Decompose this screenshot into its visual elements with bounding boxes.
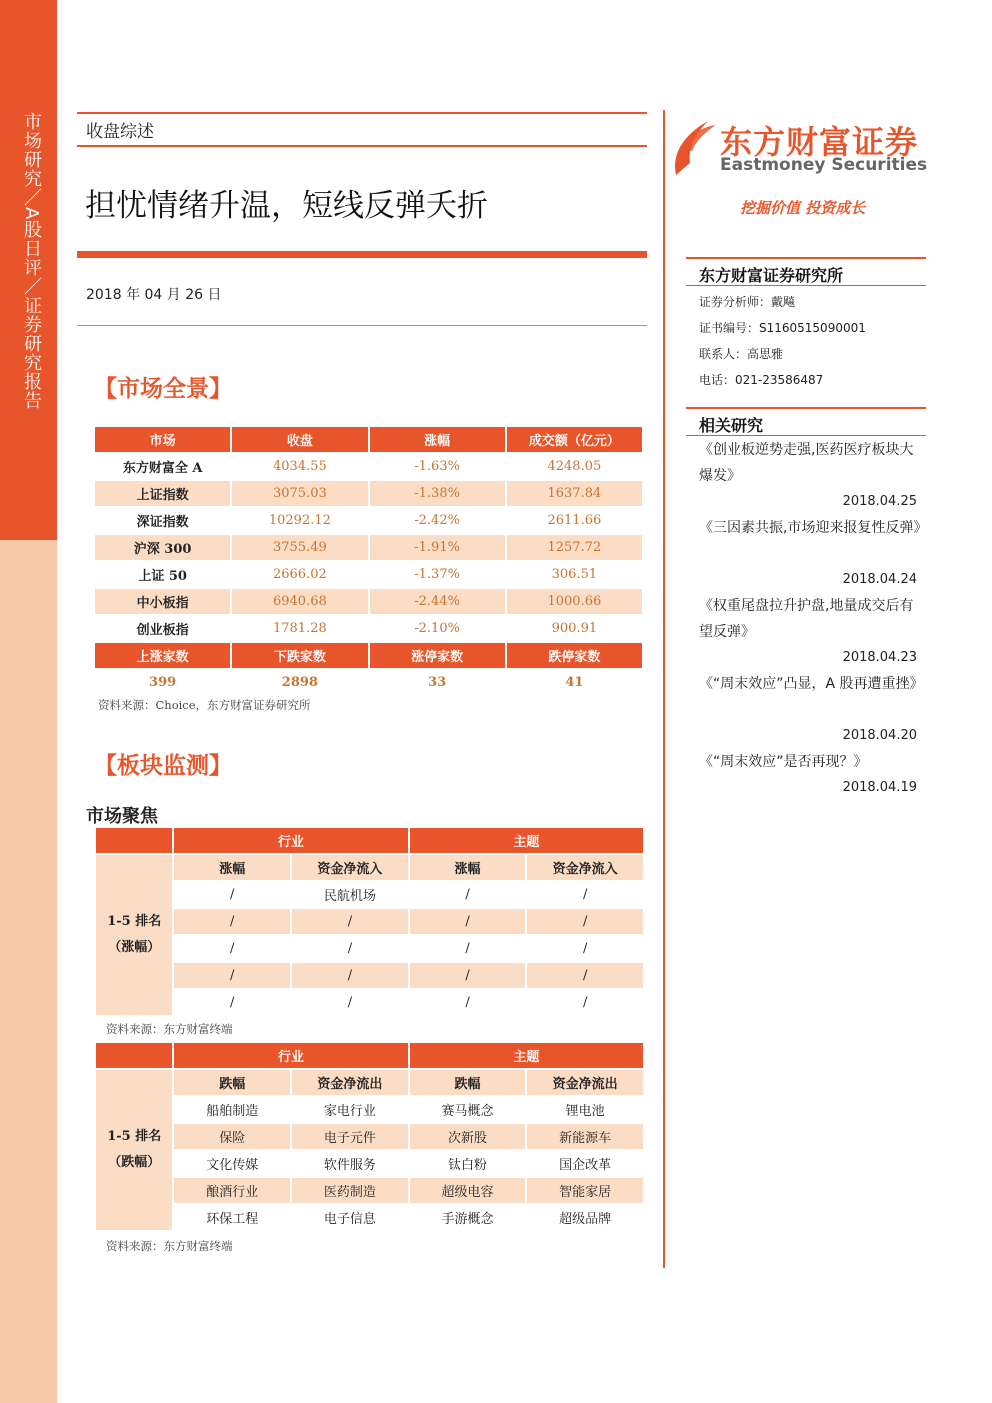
- close-value: 1781.28: [272, 621, 327, 636]
- table-cell: /: [527, 909, 643, 934]
- page-title: 担忧情绪升温，短线反弹夭折: [85, 188, 488, 224]
- related-report-date: 2018.04.19: [842, 780, 917, 795]
- corner-cell: [96, 828, 172, 853]
- col-header: 市场: [95, 427, 230, 452]
- column-divider: [663, 110, 665, 1268]
- index-name: 创业板指: [136, 623, 189, 638]
- change-value: -1.91%: [370, 535, 505, 560]
- rank-row-label: 1-5 排名（跌幅）: [96, 1070, 172, 1230]
- table-cell: 新能源车: [527, 1124, 643, 1149]
- table-cell: 智能家居: [527, 1178, 643, 1203]
- related-report-link[interactable]: 《权重尾盘拉升护盘,地量成交后有望反弹》: [699, 598, 914, 640]
- breadth-header: [95, 643, 642, 668]
- breadth-label: 涨停家数: [370, 643, 505, 668]
- table-row: [95, 589, 642, 614]
- col-header: 跌幅: [410, 1070, 526, 1095]
- index-name: 深证指数: [136, 515, 189, 530]
- table-cell: 国企改革: [559, 1158, 612, 1173]
- sector-inflow-table: [94, 826, 645, 1017]
- table-cell: 超级电容: [410, 1178, 526, 1203]
- col-header: 涨幅: [410, 855, 526, 880]
- related-report-link[interactable]: 《创业板逆势走强,医药医疗板块大爆发》: [699, 442, 914, 484]
- table-cell: 电子信息: [323, 1212, 376, 1227]
- table-cell: /: [230, 941, 235, 956]
- group-header-industry: 行业: [174, 1043, 407, 1068]
- table-row: [96, 1124, 643, 1149]
- sector-heading: 【板块监测】: [94, 752, 232, 779]
- market-table-header: [95, 427, 642, 452]
- related-report-date: 2018.04.25: [842, 494, 917, 509]
- col-header: 收盘: [232, 427, 367, 452]
- group-header-industry: 行业: [174, 828, 407, 853]
- section-label: 收盘综述: [86, 122, 154, 142]
- institute-bottom-rule: [686, 285, 926, 286]
- change-value: -2.10%: [414, 621, 460, 636]
- change-value: -2.44%: [370, 589, 505, 614]
- index-name: 上证指数: [95, 481, 230, 506]
- brand-slogan: 挖掘价值 投资成长: [740, 199, 866, 217]
- table-cell: /: [230, 995, 235, 1010]
- table-row: [96, 1151, 643, 1176]
- table-cell: 赛马概念: [441, 1104, 494, 1119]
- header-top-rule: [77, 112, 647, 114]
- analyst-info: 证券分析师：戴飚: [699, 295, 796, 309]
- related-heading: 相关研究: [699, 416, 764, 435]
- breadth-value: 2898: [281, 675, 318, 690]
- table-cell: 手游概念: [441, 1212, 494, 1227]
- report-date: 2018 年 04 月 26 日: [86, 287, 222, 303]
- sector-source-note-1: 资料来源：东方财富终端: [106, 1022, 233, 1036]
- table-row: [96, 1178, 643, 1203]
- cert-info: 证书编号：S1160515090001: [699, 321, 866, 335]
- table-row: [95, 616, 642, 641]
- table-cell: 文化传媒: [206, 1158, 259, 1173]
- related-report-link[interactable]: 《“周末效应”凸显，A 股再遭重挫》: [699, 676, 924, 692]
- left-sidebar: [0, 0, 57, 1403]
- group-header-theme: 主题: [410, 1043, 643, 1068]
- table-cell: /: [292, 963, 408, 988]
- table-row: [96, 909, 643, 934]
- institute-name: 东方财富证券研究所: [699, 266, 844, 285]
- table-row: [96, 1097, 643, 1122]
- table-cell: 民航机场: [323, 889, 376, 904]
- change-value: -1.37%: [414, 567, 460, 582]
- table-cell: 酿酒行业: [174, 1178, 290, 1203]
- change-value: -1.38%: [370, 481, 505, 506]
- table-cell: 环保工程: [206, 1212, 259, 1227]
- related-report-link[interactable]: 《三因素共振,市场迎来报复性反弹》: [699, 520, 928, 536]
- volume-value: 2611.66: [547, 513, 602, 528]
- close-value: 3075.03: [232, 481, 367, 506]
- table-cell: /: [465, 887, 470, 902]
- date-divider: [77, 325, 647, 326]
- table-row: [95, 454, 642, 479]
- volume-value: 1257.72: [507, 535, 642, 560]
- close-value: 6940.68: [232, 589, 367, 614]
- related-report-date: 2018.04.24: [842, 572, 917, 587]
- table-cell: 船舶制造: [206, 1104, 259, 1119]
- col-header: 成交额（亿元）: [507, 427, 642, 452]
- col-header: 涨幅: [174, 855, 290, 880]
- institute-top-rule: [686, 257, 926, 259]
- volume-value: 4248.05: [547, 459, 602, 474]
- col-header: 涨幅: [370, 427, 505, 452]
- table-cell: /: [174, 963, 290, 988]
- related-report-date: 2018.04.20: [842, 728, 917, 743]
- change-value: -1.63%: [414, 459, 460, 474]
- table-cell: 次新股: [410, 1124, 526, 1149]
- table-row: [95, 535, 642, 560]
- table-cell: /: [582, 995, 588, 1010]
- index-name: 上证 50: [138, 569, 187, 584]
- close-value: 2666.02: [272, 567, 327, 582]
- table-cell: /: [347, 941, 353, 956]
- related-report-date: 2018.04.23: [842, 650, 917, 665]
- volume-value: 900.91: [551, 621, 598, 636]
- col-header: 资金净流出: [292, 1070, 408, 1095]
- table-cell: /: [582, 941, 588, 956]
- swoosh-logo-icon: [668, 117, 718, 179]
- volume-value: 1000.66: [507, 589, 642, 614]
- close-value: 10292.12: [268, 513, 331, 528]
- brand-name-en: Eastmoney Securities: [720, 155, 928, 175]
- change-value: -2.42%: [414, 513, 460, 528]
- brand-name-cn: 东方财富证券: [720, 123, 919, 161]
- corner-cell: [96, 1043, 172, 1068]
- index-name: 中小板指: [95, 589, 230, 614]
- sector-outflow-table: [94, 1041, 645, 1232]
- sector-source-note-2: 资料来源：东方财富终端: [106, 1239, 233, 1253]
- table-row: [96, 936, 643, 961]
- title-divider: [77, 251, 647, 258]
- table-cell: 锂电池: [565, 1104, 605, 1119]
- index-name: 东方财富全 A: [122, 461, 203, 476]
- table-cell: 软件服务: [323, 1158, 376, 1173]
- table-cell: 医药制造: [292, 1178, 408, 1203]
- market-table: [93, 425, 644, 697]
- header-bottom-rule: [77, 145, 647, 147]
- phone-info: 电话：021-23586487: [699, 373, 824, 387]
- col-header: 资金净流出: [527, 1070, 643, 1095]
- breadth-values: [95, 670, 642, 695]
- close-value: 3755.49: [232, 535, 367, 560]
- table-cell: /: [292, 909, 408, 934]
- table-cell: 家电行业: [323, 1104, 376, 1119]
- rank-row-label: 1-5 排名（涨幅）: [96, 855, 172, 1015]
- related-top-rule: [686, 407, 926, 409]
- table-cell: /: [465, 995, 470, 1010]
- table-row: [96, 1205, 643, 1230]
- market-heading: 【市场全景】: [94, 375, 232, 402]
- related-report-link[interactable]: 《“周末效应”是否再现？》: [699, 754, 868, 770]
- table-row: [96, 963, 643, 988]
- table-cell: 钛白粉: [448, 1158, 488, 1173]
- table-cell: /: [174, 909, 290, 934]
- table-cell: /: [465, 941, 470, 956]
- related-bottom-rule: [686, 435, 926, 436]
- table-cell: /: [527, 963, 643, 988]
- table-cell: /: [410, 963, 526, 988]
- breadth-value: 33: [428, 675, 447, 690]
- close-value: 4034.55: [272, 459, 327, 474]
- table-cell: /: [347, 995, 353, 1010]
- market-source-note: 资料来源：Choice，东方财富证券研究所: [98, 698, 311, 712]
- volume-value: 1637.84: [507, 481, 642, 506]
- table-cell: 超级品牌: [559, 1212, 612, 1227]
- breadth-value: 41: [565, 675, 584, 690]
- brand-logo: [668, 115, 978, 185]
- table-row: [95, 508, 642, 533]
- breadth-label: 下跌家数: [232, 643, 367, 668]
- col-header: 资金净流入: [292, 855, 408, 880]
- table-row: [96, 882, 643, 907]
- group-header-theme: 主题: [410, 828, 643, 853]
- index-name: 沪深 300: [95, 535, 230, 560]
- breadth-value: 399: [149, 675, 177, 690]
- volume-value: 306.51: [551, 567, 598, 582]
- table-row: [95, 562, 642, 587]
- table-row: [96, 990, 643, 1015]
- table-cell: /: [230, 887, 235, 902]
- table-cell: 保险: [174, 1124, 290, 1149]
- table-cell: /: [410, 909, 526, 934]
- table-cell: 电子元件: [292, 1124, 408, 1149]
- table-row: [95, 481, 642, 506]
- col-header: 跌幅: [174, 1070, 290, 1095]
- table-cell: /: [582, 887, 588, 902]
- breadth-label: 跌停家数: [507, 643, 642, 668]
- sidebar-category-label: 市场研究／A股日评／证券研究报告: [21, 112, 42, 411]
- contact-info: 联系人：高思雅: [699, 347, 784, 361]
- col-header: 资金净流入: [527, 855, 643, 880]
- breadth-label: 上涨家数: [95, 643, 230, 668]
- sector-subheading: 市场聚焦: [86, 806, 158, 827]
